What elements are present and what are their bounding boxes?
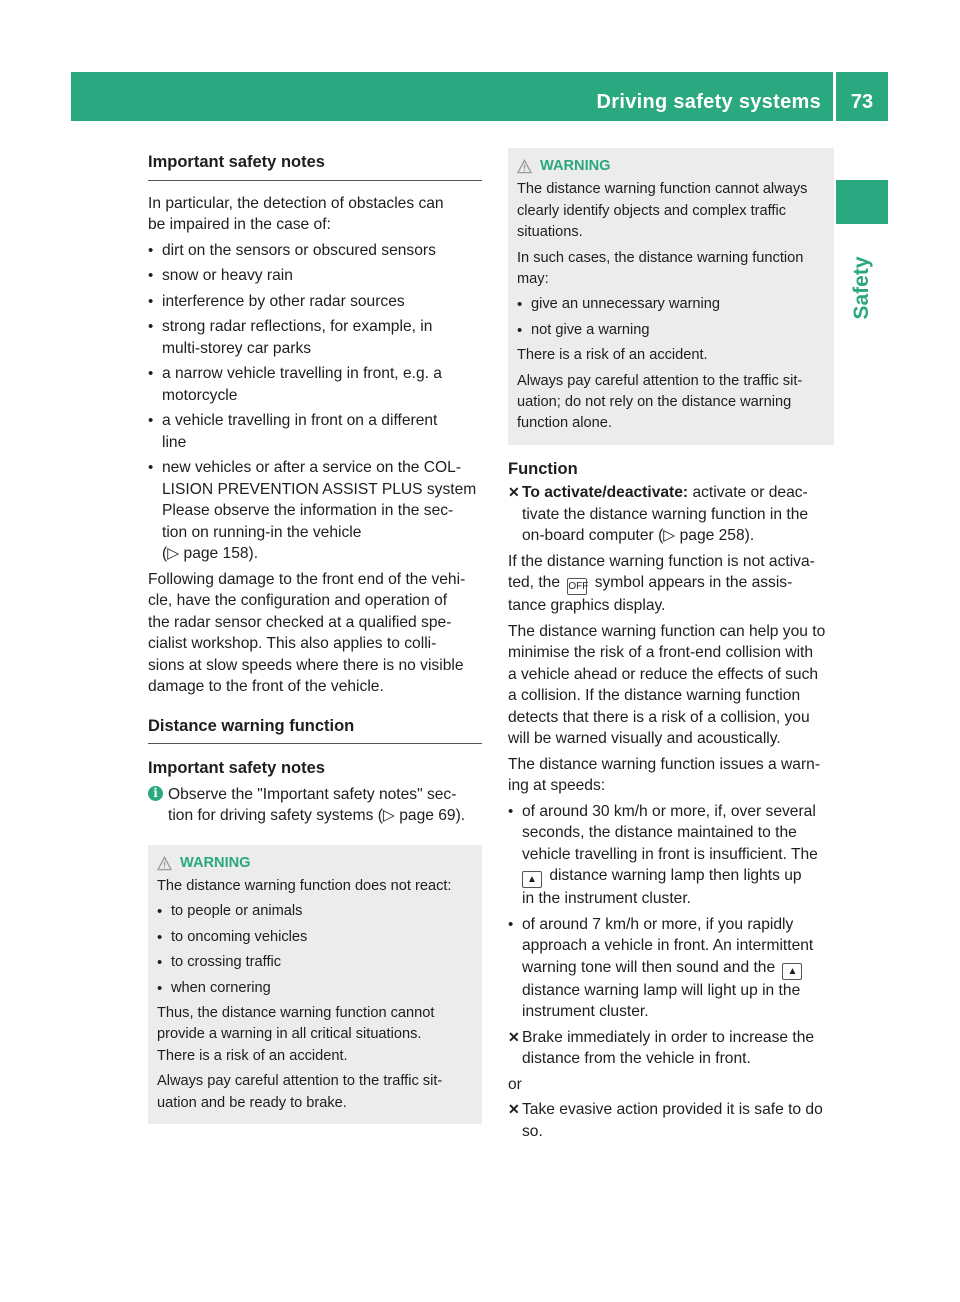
left-column: [148, 148, 482, 1124]
section-heading-distance-warning: Distance warning function: [148, 716, 482, 745]
action-step: [508, 1027, 834, 1070]
list-item: • when cornering: [157, 978, 473, 999]
subheading-function: Function: [508, 459, 578, 478]
text-line: seconds, the distance maintained to the: [522, 824, 797, 842]
text-line: distance warning lamp then lights up: [545, 867, 802, 885]
action-step: [508, 1099, 834, 1142]
list-item: • dirt on the sensors or obscured sensors: [148, 240, 482, 262]
text-line: of around 30 km/h or more, if, over several: [522, 802, 816, 820]
text-line: The distance warning function can help you to: [508, 622, 826, 640]
side-label-text: Safety: [850, 256, 873, 320]
text-line: Always pay careful attention to the traffic sit-: [517, 372, 803, 389]
paragraph: [517, 248, 825, 291]
text-line: function alone.: [517, 415, 612, 432]
text-line: distance warning lamp will light up in the: [522, 981, 801, 999]
text-line: tance graphics display.: [508, 597, 666, 615]
text-line: ted, the: [508, 574, 565, 592]
action-step: [508, 482, 834, 547]
text-line: uation and be ready to brake.: [157, 1094, 347, 1111]
warning-list: [517, 294, 825, 341]
text-line: Following damage to the front end of the vehi-: [148, 570, 466, 588]
list-item: • snow or heavy rain: [148, 265, 482, 287]
list-text: Please observe the information in the sec-: [162, 502, 454, 519]
text-line: The distance warning function does not react:: [157, 877, 452, 894]
distance-warning-off-icon: OFF: [567, 578, 587, 595]
list-text: line: [162, 433, 187, 451]
text-line: The distance warning function cannot always: [517, 181, 808, 198]
side-label: [836, 228, 888, 348]
obstacle-list: [148, 240, 482, 565]
paragraph: [148, 569, 482, 698]
paragraph: [157, 1071, 473, 1114]
page-reference[interactable]: on-board computer (▷ page 258).: [522, 527, 755, 545]
text-line: detects that there is a risk of a collision, you: [508, 708, 810, 726]
list-item: [148, 410, 482, 453]
header-title: Driving safety systems: [596, 91, 821, 113]
text-line: Take evasive action provided it is safe to do: [522, 1101, 823, 1119]
page-reference[interactable]: tion for driving safety systems (▷ page 69).: [168, 807, 466, 824]
text-line: tivate the distance warning function in the: [522, 505, 809, 523]
list-item: [148, 316, 482, 359]
text-line: of around 7 km/h or more, if you rapidly: [522, 915, 794, 933]
text-line: will be warned visually and acoustically.: [508, 730, 781, 748]
text-line: Brake immediately in order to increase the: [522, 1028, 815, 1046]
paragraph: [157, 1003, 473, 1067]
list-item: • not give a warning: [517, 320, 825, 341]
text-line: If the distance warning function is not activa-: [508, 552, 815, 570]
warning-title: WARNING: [540, 158, 611, 174]
text-line: uation; do not rely on the distance warning: [517, 394, 792, 411]
subheading-important: Important safety notes: [148, 759, 325, 777]
paragraph: [517, 371, 825, 435]
speed-list: [508, 801, 834, 1023]
page-number: 73: [850, 91, 874, 113]
text-line: a vehicle ahead or reduce the effects of such: [508, 665, 819, 683]
text-line: instrument cluster.: [522, 1003, 649, 1021]
page-reference[interactable]: (▷ page 158).: [162, 545, 259, 562]
text-line: There is a risk of an accident.: [157, 1047, 348, 1064]
warning-title: WARNING: [180, 854, 251, 871]
intro-line: In particular, the detection of obstacles can: [148, 194, 444, 212]
text-line: clearly identify objects and complex traffic: [517, 202, 787, 219]
warning-list: [157, 901, 473, 999]
text-line: situations.: [517, 224, 583, 241]
list-item: [148, 363, 482, 406]
action-marker-icon: ✕: [508, 484, 520, 501]
warning-box: [508, 148, 834, 445]
paragraph: [517, 179, 825, 243]
text-line: in the instrument cluster.: [522, 890, 692, 908]
text-line: symbol appears in the assis-: [590, 574, 793, 592]
list-item: [508, 801, 834, 910]
warning-box: [148, 845, 482, 1124]
distance-warning-lamp-icon: ▲: [782, 963, 802, 980]
text-line: cialist workshop. This also applies to colli-: [148, 635, 437, 652]
warning-heading: [517, 156, 825, 177]
text-line: vehicle travelling in front is insufficient. The: [522, 845, 818, 863]
list-text: new vehicles or after a service on the COL-: [162, 459, 462, 476]
text-line: damage to the front of the vehicle.: [148, 678, 384, 695]
text-line: warning tone will then sound and the: [522, 958, 780, 976]
text-line: a collision. If the distance warning function: [508, 687, 801, 705]
paragraph: [508, 754, 834, 797]
list-item: • to people or animals: [157, 901, 473, 922]
intro-line: be impaired in the case of:: [148, 216, 331, 233]
list-text: LISION PREVENTION ASSIST PLUS system: [162, 480, 477, 498]
list-text: motorcycle: [162, 386, 238, 404]
list-item: • to crossing traffic: [157, 952, 473, 973]
text-line: ing at speeds:: [508, 777, 606, 795]
text-line: provide a warning in all critical situations.: [157, 1026, 422, 1043]
text-line: The distance warning function issues a warn-: [508, 755, 821, 773]
text-line: minimise the risk of a front-end collision with: [508, 644, 814, 662]
info-note: [148, 784, 482, 827]
text-line: Observe the "Important safety notes" sec-: [168, 785, 457, 803]
text-line: sions at slow speeds where there is no visible: [148, 656, 464, 674]
right-column: [508, 148, 834, 1146]
side-tab: [836, 180, 888, 224]
text-line: In such cases, the distance warning function: [517, 249, 804, 266]
paragraph: [508, 621, 834, 750]
list-item: [148, 457, 482, 565]
text-line: Thus, the distance warning function cannot: [157, 1004, 435, 1021]
text-line: may:: [517, 271, 549, 288]
action-marker-icon: ✕: [508, 1028, 520, 1045]
list-text: strong radar reflections, for example, in: [162, 318, 433, 335]
text-line: cle, have the configuration and operation of: [148, 592, 448, 609]
action-marker-icon: ✕: [508, 1101, 520, 1118]
info-icon: i: [148, 786, 163, 801]
list-item: • to oncoming vehicles: [157, 927, 473, 948]
list-text: multi-storey car parks: [162, 339, 312, 357]
list-text: tion on running-in the vehicle: [162, 523, 362, 541]
section-heading-important: Important safety notes: [148, 152, 482, 181]
text-line: distance from the vehicle in front.: [522, 1050, 751, 1068]
text-line: There is a risk of an accident.: [517, 347, 708, 364]
text-line: activate or deac-: [688, 484, 808, 502]
list-text: a vehicle travelling in front on a different: [162, 412, 438, 429]
list-text: a narrow vehicle travelling in front, e.g. a: [162, 365, 442, 382]
warning-heading: [157, 853, 473, 874]
action-label: To activate/deactivate:: [522, 484, 689, 502]
list-item: • give an unnecessary warning: [517, 294, 825, 315]
list-item: • interference by other radar sources: [148, 291, 482, 313]
text-line: approach a vehicle in front. An intermittent: [522, 937, 814, 955]
warning-triangle-icon: [157, 856, 172, 871]
list-item: [508, 914, 834, 1023]
warning-triangle-icon: [517, 159, 532, 174]
text-line: so.: [522, 1122, 543, 1140]
distance-warning-lamp-icon: ▲: [522, 871, 542, 888]
text-line: or: [508, 1075, 522, 1093]
text-line: Always pay careful attention to the traffic sit-: [157, 1073, 443, 1090]
text-line: the radar sensor checked at a qualified spe-: [148, 613, 452, 631]
paragraph: [508, 551, 834, 617]
